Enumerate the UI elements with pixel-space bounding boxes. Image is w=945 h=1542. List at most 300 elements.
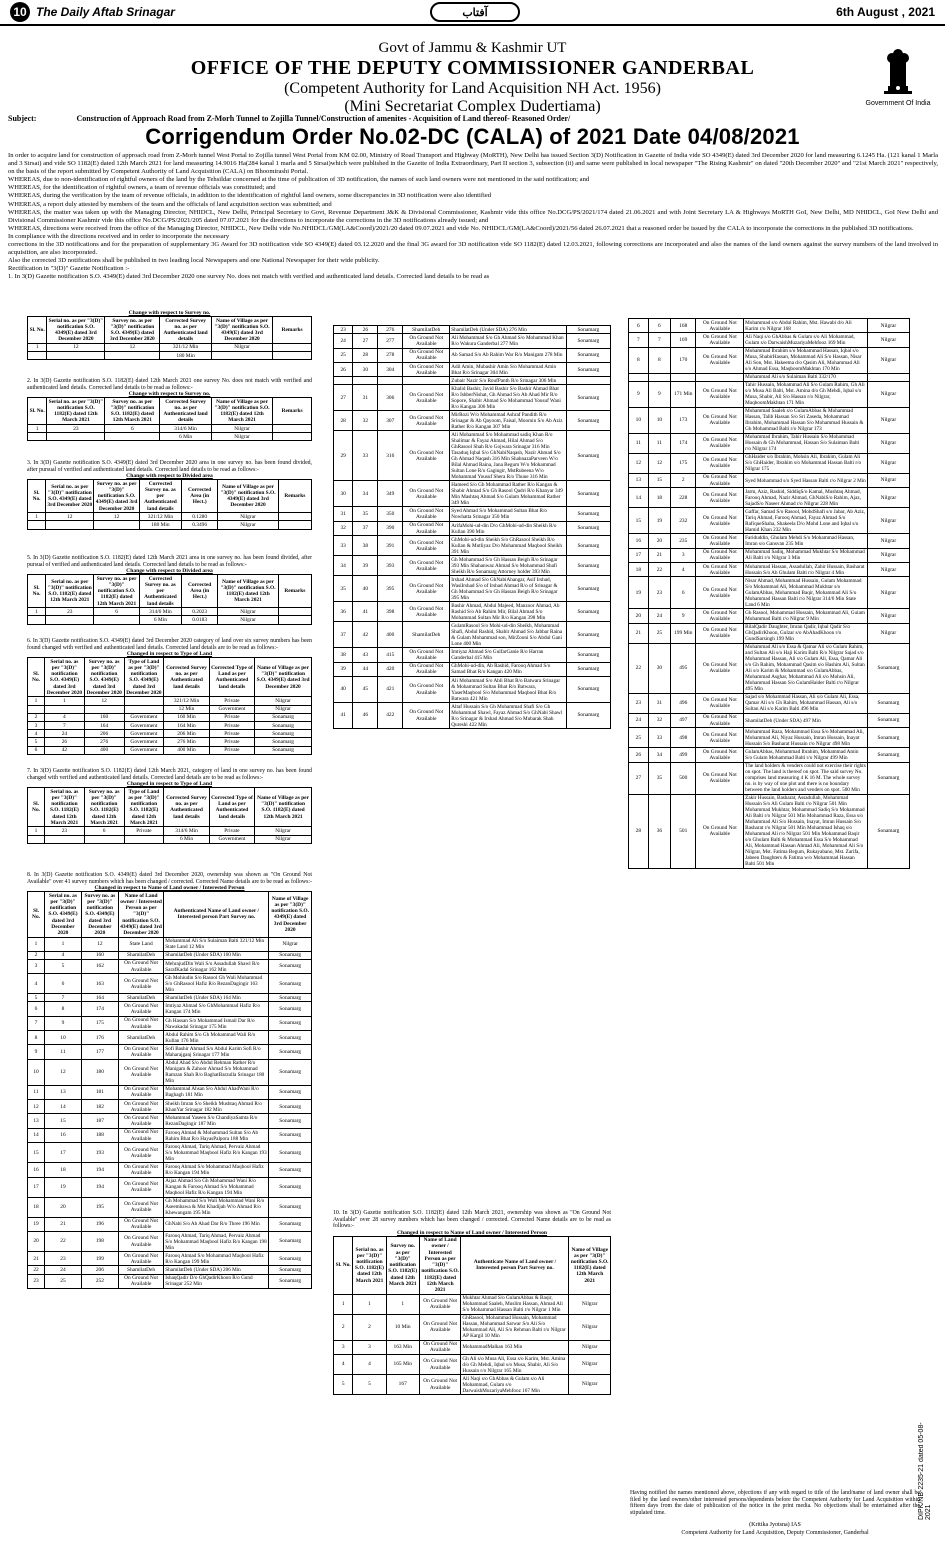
table-cell: Mohammad Yaseen S/o ChandiyaSamta R/o RezanDagingir 187 Min: [164, 1114, 269, 1128]
table-caption: Changed in respect to Type of Land: [126, 781, 213, 788]
table-cell: 228: [671, 488, 696, 508]
note-text: 2. In 3(D) Gazette notification S.O. 1182(E) dated 12th March 2021 one survey No. does not match with verified and authenticated land details. Corrected land details to be read as follows:-: [27, 378, 312, 391]
table-row: [28, 730, 312, 738]
table-cell: On Ground Not Available: [403, 556, 450, 576]
table-cell: 19: [28, 1217, 45, 1231]
table-cell: 11: [648, 433, 670, 453]
table-cell: [211, 352, 272, 360]
table-row: [629, 643, 910, 693]
table-cell: Sonamarg: [566, 348, 610, 362]
table-cell: 1: [45, 937, 82, 951]
table-cell: 176: [81, 1031, 118, 1045]
table-cell: 29: [334, 431, 353, 481]
table-cell: Nisar Ahmad, Mohammad Hussain, Gulam Mohammad S/o Mohammad Ali, Mohammad Mukhtar s/o GulamAbbas, Mohammad Baqir, Mohammad Ali S/o Mohammad Hassan Balti r/o Nilgrar 314/6 Min State Land 6 Min: [744, 577, 868, 609]
table-cell: Fariduddin, Ghulam Mehdi S/o Mohammad Hassan, Imran s/o Gansvan 235 Min: [744, 534, 868, 548]
govt-line: Govt of Jammu & Kashmir UT: [378, 40, 567, 56]
table-cell: Sonamarg: [566, 622, 610, 648]
table-cell: Nilgrar: [867, 347, 909, 373]
table-row: [28, 425, 312, 433]
table-cell: Mohammad Ali s/o Sulaiman Balti 332/170: [744, 373, 868, 381]
table-cell: 21: [45, 1217, 82, 1231]
table-cell: Government: [124, 730, 164, 738]
table-cell: Gh Rasool, Mohammad Hussain, Mohammad Ali, Gulam Mohammad Balti r/o Nilgrar 9 Min: [744, 609, 868, 623]
table-cell: Nilgrar: [867, 609, 909, 623]
table-cell: 175: [81, 1016, 118, 1030]
table-cell: Imtiyaz Ahmad S/o GhMohammad Hafiz R/o Kangan 174 Min: [164, 1002, 269, 1016]
table-cell: Khalid Bashir, Javid Bashir S/o Bashir Ahmad Bhat R/o IshberNishat, Gh Ahmad S/o Ab Ahad Mir R/o Sopore, Shabir Ahmad S/o Mohammad Yousuf Wani R/o Kangan 306 Min: [450, 385, 566, 411]
table-cell: On Ground Not Available: [403, 648, 450, 662]
table-row: [28, 835, 312, 843]
body-paragraph: 1. In 3(D) Gazette notification S.O. 4349(E) dated 3rd December 2020 one survey No. does not match with verified and authenticated land details. Corrected land details to be read as: [8, 273, 490, 281]
table-caption: Change with respect to Divided area: [126, 568, 213, 575]
column-header: Sl. No.: [28, 892, 45, 937]
table-cell: Private: [209, 827, 254, 835]
table-cell: Gh Mohammad S/o Wali Mohammad Wani R/o Aseembawa & Mst Khadijah W/o Ahmad R/o Khewangam 195 Min: [164, 1197, 269, 1217]
table-cell: On Ground Not Available: [696, 693, 744, 713]
table-cell: [273, 425, 312, 433]
table-cell: 24: [629, 713, 649, 727]
table-cell: [84, 705, 124, 713]
table-cell: 24: [334, 334, 353, 348]
table-row: [28, 1031, 312, 1045]
note-3: [27, 460, 312, 530]
table-header-row: [28, 398, 312, 425]
authority-line: (Competent Authority for Land Acquisition NH Act. 1956): [284, 80, 661, 97]
table-cell: 26: [629, 748, 649, 762]
table-cell: [28, 521, 46, 529]
table-cell: ShamilatDeh: [118, 994, 163, 1002]
table-cell: 276: [378, 326, 403, 334]
table-cell: ShamilatDeh: [403, 326, 450, 334]
table-row: [28, 1232, 312, 1252]
table-cell: On Ground Not Available: [403, 348, 450, 362]
table-header-row: [28, 575, 312, 608]
table-cell: Syed Ahmad S/o Mohammad Sultan Bhat R/o Nowhatta Srinagar 350 Min: [450, 507, 566, 521]
table-cell: 25: [45, 1274, 82, 1288]
table-caption: Changed in respect to Name of Land owner / Interested Person: [396, 1229, 548, 1236]
table-cell: 2: [334, 1314, 353, 1340]
table-cell: 30: [353, 363, 378, 377]
table-cell: Nilgrar: [867, 488, 909, 508]
table-cell: Private: [209, 722, 254, 730]
table-cell: 14: [28, 1128, 45, 1142]
table-cell: Government: [124, 746, 164, 754]
table-cell: Government: [124, 713, 164, 721]
table-row: [334, 521, 611, 535]
masthead: [0, 0, 945, 26]
table-cell: Mukhtar Ahmad S/o GulamAbbas & Baqir, Mohammad Saaleh, Muslim Hassan, Ahmad Ali S/o Mohammad Hassan Balti r/o Nilgrar 1 Min: [461, 1294, 569, 1314]
table-cell: On Ground Not Available: [118, 1016, 163, 1030]
table-cell: 495: [671, 643, 696, 693]
table-cell: 187: [81, 1114, 118, 1128]
table-cell: Nilgrar: [569, 1314, 611, 1340]
table-cell: 32: [648, 713, 670, 727]
table-cell: 2: [28, 713, 45, 721]
owner-name-table-3: [333, 1236, 611, 1395]
table-cell: ArifaMohi-ud-din D/o GhMohi-ud-din Sheikh R/o Kullan 390 Min: [450, 521, 566, 535]
table-cell: Gh Mohammad S/o Gh Hassan Beigh R/o Srinagar 393 Min Shahanwaz Ahmad S/o Mohammad Shafi Sheikh R/o Sonamarg Attorney holder 393 Min: [450, 556, 566, 576]
table-cell: Nilgrar: [211, 433, 272, 441]
table-cell: 6: [629, 319, 649, 333]
table-cell: 3: [671, 548, 696, 562]
table-row: [28, 1274, 312, 1288]
note-4: [27, 555, 312, 625]
table-cell: 17: [629, 548, 649, 562]
table-header-row: [28, 317, 312, 344]
table-cell: 497: [671, 713, 696, 727]
table-cell: 252: [81, 1274, 118, 1288]
table-cell: 164: [81, 994, 118, 1002]
note-8: [333, 1210, 611, 1395]
table-row: [334, 481, 611, 507]
table-cell: Sonamarg: [566, 703, 610, 729]
table-cell: 1: [28, 513, 46, 521]
table-cell: 45: [353, 677, 378, 703]
table-cell: Adil Amin, Mubashir Amin S/o Mohammad Amin Bhat R/o Srinagar 304 Min: [450, 363, 566, 377]
table-row: [334, 576, 611, 602]
table-cell: On Ground Not Available: [696, 319, 744, 333]
table-cell: On Ground Not Available: [696, 508, 744, 534]
table-cell: Farooq Ahmad, Tariq Ahmad, Pervaiz Ahmad S/o Mohammad Maqbool Hafiz R/o Kangan 193 Min: [164, 1143, 269, 1163]
table-cell: 32: [334, 521, 353, 535]
table-cell: 6 Min: [160, 433, 212, 441]
table-row: [28, 713, 312, 721]
table-cell: 2: [28, 951, 45, 959]
table-cell: Sheikh Imran S/o Sheikh Mushtaq Ahmad R/o KhanYar Srinagar 182 Min: [164, 1100, 269, 1114]
column-header: Authenticate Name of Land owner / Interested person Part Survey no.: [461, 1236, 569, 1294]
table-cell: Nilgrar: [218, 521, 278, 529]
table-cell: Nilgrar: [211, 425, 272, 433]
table-cell: 321/12 Min: [164, 697, 209, 705]
table-cell: 2: [353, 1314, 386, 1340]
column-header: Corrected Survey no. as per Authenticated land details: [164, 658, 209, 697]
table-cell: Sonamarg: [269, 1143, 312, 1163]
table-cell: 24: [648, 609, 670, 623]
table-cell: ShamilatDeh (Under SDA) 206 Min: [164, 1266, 269, 1274]
table-cell: 21: [648, 548, 670, 562]
table-cell: Government: [209, 835, 254, 843]
table-cell: On Ground Not Available: [696, 577, 744, 609]
table-cell: 26: [334, 363, 353, 377]
table-cell: Sonamarg: [269, 959, 312, 973]
table-cell: 12 Min: [164, 705, 209, 713]
table-cell: Imtiyaz Ahmad S/o GulfarGanie R/o Harran Ganderbal 415 Min: [450, 648, 566, 662]
table-cell: 3: [353, 1340, 386, 1354]
table-cell: ShamilatDeh (Under SDA) 160 Min: [164, 951, 269, 959]
table-row: [629, 381, 910, 407]
table-row: [629, 623, 910, 643]
table-cell: Nilgrar: [255, 705, 312, 713]
table-row: [28, 1266, 312, 1274]
body-paragraph: corrections in the 3D notifications and for the preparation of supplementary 3G Award for 3D notification vide SO 4349(E) dated 03.12.2020 and the final 3G award for 3D notification vide SO 1182(E) dated 12.03.2021, following corrections are incorporated and also the names of the land owners against the survey numbers of the land involved in acquisition, are also incorporated.: [8, 241, 938, 257]
table-cell: 41: [334, 703, 353, 729]
column-header: Serial no. as per "3(D)" notification S.O. 4349(E) dated 3rd December 2020: [45, 892, 82, 937]
table-cell: On Ground Not Available: [403, 662, 450, 676]
table-cell: Altaf Hussain S/o Gh Mohammad Shafi S/o Gh Mohammad Shawl, Fayaz Ahmad S/o GhNabi Shawl R/o Srinagar & Irshad Ahmad S/o Mubarak Shah Qureshi 422 Min: [450, 703, 566, 729]
table-cell: 199: [81, 1252, 118, 1266]
table-cell: Zakir Hussain, Basharat, Assadullah, Mohammad Hussain S/o Ali Gulam Balti r/o Nilgrar 501 Min Mohammad Mukhtar, Mohammad Sadiq S/o Mohammad Ali Balti r/o Nilgrar 501 Min Mohammad Raza, Essa s/o Mohammad Ali S/o Hussain, Inayat, Imran Hussain S/o Basharat r/o Nilgrar 501 Min Mohammad Ishaq s/o Mohammad Ali r/o Nilgrar 501 Min Mohammad Baqir s/o Ghulam Balti & Mohammad Essa S/o Mohammad Ali, Mohammad Hassan Ahmad Ali, Mohammad Ali S/o Nilgrar, Mst. Fatima Begum, Rukayabano, Mst. Zarifa, Jabeen Daughters & Fatima w/o Mohammad Hassan Balti 501 Min: [744, 794, 868, 868]
table-row: [28, 1143, 312, 1163]
table-cell: [105, 352, 160, 360]
table-cell: 33: [648, 728, 670, 748]
table-cell: On Ground Not Available: [696, 407, 744, 433]
table-cell: 34: [334, 556, 353, 576]
table-row: [334, 648, 611, 662]
table-cell: 5: [45, 959, 82, 973]
table-header-row: [334, 1236, 611, 1294]
table-cell: 20: [648, 534, 670, 548]
table-row: [28, 1045, 312, 1059]
table-cell: 1: [28, 425, 47, 433]
table-cell: 3: [334, 1340, 353, 1354]
table-caption: Change with respect to Survey no.: [128, 310, 211, 316]
table-row: [28, 951, 312, 959]
table-row: [28, 1059, 312, 1085]
survey-correction-table-2: [27, 397, 312, 441]
table-cell: On Ground Not Available: [403, 481, 450, 507]
column-header: Serial no. as per "3(D)" notification S.O. 1182(E) dated 12th March 2021: [46, 575, 94, 608]
table-cell: 39: [334, 662, 353, 676]
table-cell: On Ground Not Available: [696, 548, 744, 562]
table-cell: 304: [378, 363, 403, 377]
table-cell: [273, 433, 312, 441]
table-cell: Sonamarg: [867, 713, 909, 727]
table-cell: 20: [28, 1232, 45, 1252]
table-cell: [124, 705, 164, 713]
table-row: [629, 748, 910, 762]
divided-area-table: [27, 479, 312, 529]
table-row: [629, 534, 910, 548]
land-type-table-2: [27, 787, 312, 844]
table-cell: On Ground Not Available: [403, 536, 450, 556]
table-cell: 40: [353, 576, 378, 602]
table-cell: [84, 835, 124, 843]
table-cell: Sonamarg: [255, 713, 312, 721]
table-cell: GhMohi-ud-din Sheikh S/o GhRasool Sheikh R/o Kullan & Mutliyaz D/o Mohammad Maqbool Sheikh 391 Min: [450, 536, 566, 556]
table-cell: 398: [378, 602, 403, 622]
table-cell: 23: [45, 1252, 82, 1266]
table-cell: Mohammad Saaleh s/o GulamAbbas & Mohammad Hassan, Talib Hassan S/o Sri Zaseda, Mohammad Ibrahim, Mohammad Hassan S/o Mohammad Hussain & Gh Mohammad Balti r/o Nilgrar 173: [744, 407, 868, 433]
note-text: 5. In 3(D) Gazette notification S.O. 1182(E) dated 12th March 2021 area in one survey no. has been found divided, after pursual of verified and authenticated land details. Corrected land details to be read as follows:-: [27, 555, 312, 568]
table-cell: Nilgrar: [218, 513, 278, 521]
table-cell: 0.3496: [182, 521, 218, 529]
table-cell: 391: [378, 536, 403, 556]
table-cell: 13: [629, 473, 649, 487]
table-cell: 235: [671, 534, 696, 548]
column-header: Corrected Survey no. as per Authenticated land details: [139, 480, 181, 513]
table-cell: 36: [648, 794, 670, 868]
table-cell: 0.0183: [182, 616, 218, 624]
table-cell: On Ground Not Available: [118, 1100, 163, 1114]
table-cell: 35: [353, 507, 378, 521]
table-cell: 188: [81, 1128, 118, 1142]
table-cell: 198: [81, 1232, 118, 1252]
table-cell: On Ground Not Available: [696, 623, 744, 643]
dipk-number: DIPK/NB-2235-21 dated 05-08-2021: [918, 1422, 932, 1520]
table-cell: [105, 433, 160, 441]
table-cell: 46: [353, 703, 378, 729]
table-cell: Sonamarg: [566, 411, 610, 431]
table-cell: Nilgrar: [255, 827, 312, 835]
table-cell: On Ground Not Available: [696, 488, 744, 508]
column-header: Corrected Survey no. as per Authenticated land details: [160, 317, 212, 344]
table-cell: 11: [629, 433, 649, 453]
table-cell: 23: [46, 608, 94, 616]
table-cell: 21: [28, 1252, 45, 1266]
table-cell: 10 Min: [386, 1314, 419, 1340]
body-paragraph: WHEREAS, the matter was taken up with the Managing Director, NHIDCL, New Delhi, Principal Secretary to Govt, Revenue Department J&K & Divisional Commissioner, Kashmir vide this office No.DCG/PS/2021/174 dated 21.06.2021 and with Joint Secretary LA & Highways MoRTH GoI, New Delhi, MD NHIDCL, GoI New Delhi and Divisional Commissioner Kashmir vide this office No.DCG/PS/2021/205 dated 07.07.2021 for the directions to incorporate the corrections in the 3D notifications already issued; and: [8, 208, 938, 224]
table-cell: 9: [671, 609, 696, 623]
table-cell: 1: [45, 697, 85, 705]
table-cell: Sonamarg: [566, 507, 610, 521]
table-cell: Nilgrar: [569, 1355, 611, 1375]
table-cell: On Ground Not Available: [403, 431, 450, 481]
table-row: [334, 1375, 611, 1395]
table-cell: Mohammad Ali S/o Sulaiman Balti 321/12 Min State Land 12 Min: [164, 937, 269, 951]
column-header: Survey no. as per "3(D)" notification S.O. 4349(E) dated 3rd December 2020: [84, 658, 124, 697]
table-cell: Sonamarg: [566, 576, 610, 602]
table-cell: 17: [45, 1143, 82, 1163]
table-row: [629, 693, 910, 713]
table-cell: On Ground Not Available: [696, 473, 744, 487]
table-cell: [629, 373, 649, 381]
table-cell: 180: [81, 1059, 118, 1085]
table-cell: Farooq Ahmad, Tariq Ahmad, Pervaiz Ahmad S/o Mohammad Maqbool Hafiz R/o Kangan 198 Min: [164, 1232, 269, 1252]
table-cell: Irshad Ahmad S/o GhNabiAhangar, Asif Irshad, WasiIrshad S/o of Irshad Ahmad R/o of Srinagar & Gh Mohammad S/o Gh Hassan Beigh R/o Srinagar 395 Min: [450, 576, 566, 602]
table-1-block: [27, 310, 312, 360]
table-row: [28, 994, 312, 1002]
table-header-row: [28, 480, 312, 513]
table-cell: GulamAbbas, Mohammad Ibrahim, Mohammad Amin S/o Gulam Mohammad Balti r/o Nilgrar 499 Min: [744, 748, 868, 762]
table-cell: BilalQadir Daughter, Imran Qadir, Iqbal Qadir S/o GhQadirKhoon, Gulzar s/o AbAhadKhoon r/o GundSarsingh 199 Min: [744, 623, 868, 643]
table-cell: [273, 343, 312, 351]
table-cell: On Ground Not Available: [118, 1128, 163, 1142]
table-cell: Mohammad Hassan, Assadullah, Zahir Hussain, Basharat Hussain S/o Ab Ghulam Balti r/o Nilgrar 4 Min: [744, 563, 868, 577]
column-header: Corrected Survey no. as per Authenticated land details: [160, 398, 212, 425]
table-cell: Nilgrar: [255, 835, 312, 843]
table-cell: Nilgrar: [269, 937, 312, 951]
table-cell: On Ground Not Available: [118, 974, 163, 994]
table-cell: 42: [353, 622, 378, 648]
table-cell: 15: [28, 1143, 45, 1163]
table-cell: 170: [671, 347, 696, 373]
table-cell: 18: [648, 488, 670, 508]
table-cell: Nilgrar: [569, 1375, 611, 1395]
table-cell: 422: [378, 703, 403, 729]
table-cell: Tahir Hussain, Mohammad Ali S/o Gulam Rahim, Gh Ali s/o Musa Ali Balti, Mst. Amina d/o Gh Mehdi, Iqbal s/o Musa, Shabir, Ali S/o Hassan r/o Nilgrar, MaqboomMakhtan 171 Min: [744, 381, 868, 407]
body-paragraph: In order to acquire land for construction of approach road from Z-Morh tunnel West Portal to Zojilla tunnel West Portal from KM 02.00, Ministry of Road Transport and Highway (MoRTH), New Delhi has issued Section 3(D) Notification in Gazette of India vide SO 4349(E) dated 3rd December 2020 for land measuring 6.1245 Ha. (121 kanal 1 Marla and 3 Sirsai) and vide SO 1182(E) dated 12th March 2021 for land measuring 14.9016 Ha(284 kanal 1 marla and 5 Sirsai)which were published in the Gazette of India Extraordinary, Part II section 3, subsection (ii) and same were published in local newspaper "The Rising Kashmir" on dated "20th December 2020" and "21st March 2021" respectively, on the basis of the report submitted by Competent Authority of Land Acquisition (CALA) on Bhoomirashi Portal.: [8, 152, 938, 176]
table-cell: On Ground Not Available: [403, 385, 450, 411]
table-cell: 43: [353, 648, 378, 662]
column-header: Serial no. as per "3(D)" notification S.O. 4349(E) dated 3rd December 2020: [45, 658, 85, 697]
column-header: Corrected Survey no. as per Authenticated land details: [139, 575, 181, 608]
table-cell: ShamilatDeh (Under SDA) 276 Min: [450, 326, 566, 334]
table-cell: 12: [45, 1059, 82, 1085]
table-cell: On Ground Not Available: [118, 959, 163, 973]
table-cell: 7: [45, 722, 85, 730]
table-cell: 23: [334, 326, 353, 334]
column-header: Name of Village as per "3(D)" notification S.O. 4349(E) dated 3rd December 2020: [255, 658, 312, 697]
table-cell: Sonamarg: [255, 722, 312, 730]
table-cell: Mohammad Sadiq, Mohammad Mukhtar S/o Mohammad Ali Balti r/o Nilgrar 3 Min: [744, 548, 868, 562]
table-cell: 12: [28, 1100, 45, 1114]
newspaper-logo: آفتاب: [430, 2, 520, 22]
table-cell: On Ground Not Available: [118, 1114, 163, 1128]
column-header: Name of Village as per "3(D)" notification S.O. 4349(E) dated 3rd December 2020: [218, 480, 278, 513]
table-cell: 420: [378, 662, 403, 676]
table-row: [629, 713, 910, 727]
table-cell: 10: [629, 407, 649, 433]
table-cell: 23: [629, 693, 649, 713]
table-cell: 34: [648, 748, 670, 762]
column-header: Name of Village as per "3(D)" notification S.O. 1182(E) dated 12th March 2021: [218, 575, 278, 608]
table-cell: GulamRasool S/o Mohi-ud-din Sheikh, Mohammad Shafi, Abdul Rashid, Shabir Ahmad S/o Jabbar Raina & Gulam Mohammad son, MirZooni S/o Abdul Gani Lone 400 Min: [450, 622, 566, 648]
table-cell: On Ground Not Available: [403, 411, 450, 431]
table-cell: Private: [209, 697, 254, 705]
table-cell: ShamilatDeh (Under SDA) 497 Min: [744, 713, 868, 727]
office-name: OFFICE OF THE DEPUTY COMMISSIONER GANDERBAL: [190, 57, 755, 79]
table-cell: Sonamarg: [269, 1002, 312, 1016]
table-cell: 26: [45, 738, 85, 746]
table-cell: 22: [629, 643, 649, 693]
table-cell: GhMohi-ud-din, Ab Rashid, Farooq Ahmad S/o Samad Bhat R/o Kangan 420 Min: [450, 662, 566, 676]
table-row: [28, 352, 312, 360]
body-paragraph: In compliance with the directions received and in order to incorporate the necessary: [8, 232, 230, 240]
table-cell: Nilgrar: [867, 508, 909, 534]
table-cell: 40: [334, 677, 353, 703]
table-cell: 168: [671, 319, 696, 333]
table-header-row: [28, 892, 312, 937]
table-cell: [566, 377, 610, 385]
table-cell: 16: [28, 1163, 45, 1177]
table-cell: 1: [386, 1294, 419, 1314]
column-header: Sl. No.: [28, 317, 47, 344]
table-cell: Sajad s/o Mohammad Hassan, Ali s/o Gulam Ali, Essa, Qamar Ali s/o Gh Rahim, Mohammad Hassan, Ali s/o Sultan Ali s/o Karim Balti 496 Min: [744, 693, 868, 713]
goi-label: Government Of India: [865, 100, 931, 107]
table-cell: Nilgrar: [255, 697, 312, 705]
table-cell: 276 Min: [164, 738, 209, 746]
table-cell: 13: [45, 1085, 82, 1099]
column-header: Survey no. as per "3(D)" notification S.O. 1182(E) dated 12th March 2021: [386, 1236, 419, 1294]
table-row: [629, 433, 910, 453]
land-type-table: [27, 657, 312, 755]
table-cell: Sonamarg: [566, 521, 610, 535]
table-cell: 8: [648, 347, 670, 373]
table-cell: 4: [671, 563, 696, 577]
table-cell: 24: [45, 730, 85, 738]
table-cell: Nilgrar: [867, 333, 909, 347]
table-cell: On Ground Not Available: [696, 609, 744, 623]
table-cell: 276: [84, 738, 124, 746]
table-cell: 232: [671, 508, 696, 534]
table-cell: 321/12 Min: [139, 513, 181, 521]
table-cell: GhHaider s/o Ibrahim, Mohsin Ali, Ibrahim, Gulam Ali S/o GhHaider, Ibrahim s/o Mohammad Hassan Balti r/o Nilgrar 175: [744, 453, 868, 473]
note-2: [27, 378, 312, 441]
table-cell: 28: [629, 794, 649, 868]
column-header: Sl. No.: [28, 398, 47, 425]
table-cell: Ali Mohammad S/o Gh Ahmad S/o Mohammad Khan R/o Wakura Ganderbal 277 Min: [450, 334, 566, 348]
table-cell: 196: [81, 1217, 118, 1231]
signatory-designation: Competent Authority for Land Acquisition, Deputy Commissioner, Ganderbal: [681, 1529, 869, 1536]
table-cell: 27: [353, 334, 378, 348]
table-row: [334, 662, 611, 676]
table-cell: 177: [81, 1045, 118, 1059]
table-row: [629, 407, 910, 433]
table-cell: 163: [81, 974, 118, 994]
column-header: Survey no. as per "3(D)" notification S.O. 1182(E) dated 12th March 2021: [94, 575, 139, 608]
table-cell: 37: [334, 622, 353, 648]
table-cell: 9: [45, 1016, 82, 1030]
